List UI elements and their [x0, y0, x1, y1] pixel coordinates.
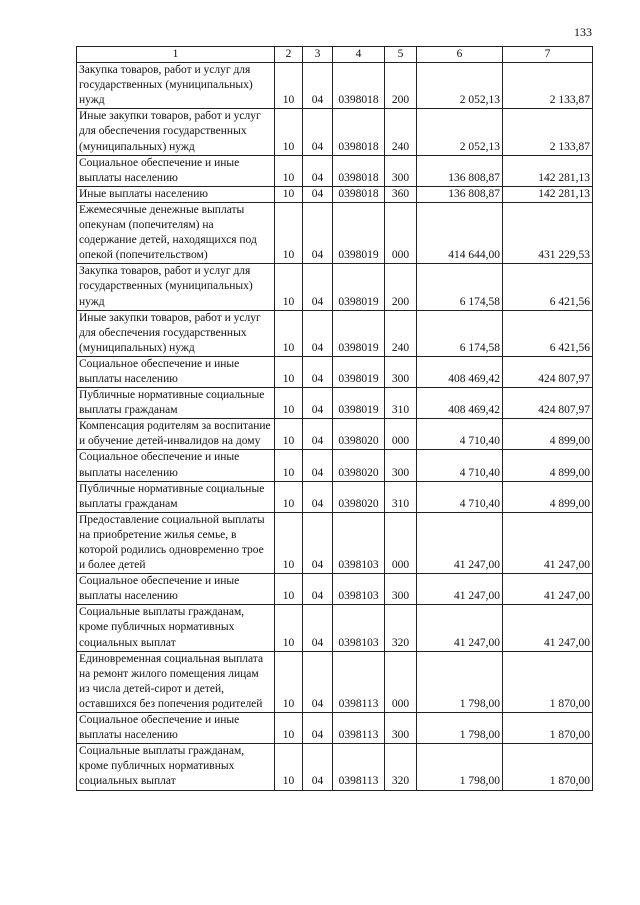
row-code-cell: 0398103 — [333, 574, 385, 605]
row-value-2015-cell: 41 247,00 — [503, 605, 593, 651]
row-value-2015-cell: 1 870,00 — [503, 651, 593, 712]
row-value-2014-cell: 2 052,13 — [417, 63, 503, 109]
row-section-cell: 10 — [275, 388, 303, 419]
column-header: 7 — [503, 47, 593, 63]
row-name-cell: Социальные выплаты гражданам, кроме публичных нормативных социальных выплат — [77, 605, 275, 651]
row-name-cell: Социальное обеспечение и иные выплаты населению — [77, 574, 275, 605]
row-section-cell: 10 — [275, 310, 303, 356]
row-subsection-cell: 04 — [303, 605, 333, 651]
row-value-2015-cell: 142 281,13 — [503, 155, 593, 186]
table-row — [77, 574, 593, 605]
row-type-cell: 240 — [385, 109, 417, 155]
row-subsection-cell: 04 — [303, 109, 333, 155]
table-row — [77, 651, 593, 712]
row-code-cell: 0398020 — [333, 419, 385, 450]
row-type-cell: 300 — [385, 713, 417, 744]
row-name-cell: Социальные выплаты гражданам, кроме публичных нормативных социальных выплат — [77, 744, 275, 790]
row-value-2014-cell: 6 174,58 — [417, 264, 503, 310]
row-name-cell: Иные закупки товаров, работ и услуг для обеспечения государственных (муниципальных) нужд — [77, 310, 275, 356]
row-value-2015-cell: 424 807,97 — [503, 356, 593, 387]
row-value-2015-cell: 6 421,56 — [503, 310, 593, 356]
row-subsection-cell: 04 — [303, 186, 333, 202]
row-section-cell: 10 — [275, 605, 303, 651]
row-section-cell: 10 — [275, 63, 303, 109]
row-value-2015-cell: 424 807,97 — [503, 388, 593, 419]
row-name-cell: Компенсация родителям за воспитание и обучение детей-инвалидов на дому — [77, 419, 275, 450]
row-value-2015-cell: 1 870,00 — [503, 744, 593, 790]
table-row — [77, 744, 593, 790]
row-subsection-cell: 04 — [303, 744, 333, 790]
row-code-cell: 0398019 — [333, 310, 385, 356]
row-type-cell: 000 — [385, 512, 417, 573]
row-code-cell: 0398018 — [333, 155, 385, 186]
row-name-cell: Социальное обеспечение и иные выплаты населению — [77, 713, 275, 744]
row-section-cell: 10 — [275, 481, 303, 512]
row-type-cell: 000 — [385, 202, 417, 263]
row-name-cell: Единовременная социальная выплата на ремонт жилого помещения лицам из числа детей-сирот и детей, оставшихся без попечения родителей — [77, 651, 275, 712]
column-header: 3 — [303, 47, 333, 63]
row-name-cell: Публичные нормативные социальные выплаты гражданам — [77, 388, 275, 419]
row-code-cell: 0398018 — [333, 63, 385, 109]
row-code-cell: 0398019 — [333, 202, 385, 263]
row-value-2014-cell: 2 052,13 — [417, 109, 503, 155]
row-value-2015-cell: 4 899,00 — [503, 481, 593, 512]
row-subsection-cell: 04 — [303, 419, 333, 450]
page-number: 133 — [574, 25, 592, 39]
row-subsection-cell: 04 — [303, 264, 333, 310]
table-row — [77, 202, 593, 263]
row-section-cell: 10 — [275, 574, 303, 605]
row-subsection-cell: 04 — [303, 713, 333, 744]
row-type-cell: 300 — [385, 574, 417, 605]
row-code-cell: 0398020 — [333, 450, 385, 481]
row-value-2014-cell: 1 798,00 — [417, 651, 503, 712]
row-name-cell: Ежемесячные денежные выплаты опекунам (попечителям) на содержание детей, находящихся под опекой (попечительством) — [77, 202, 275, 263]
table-row — [77, 63, 593, 109]
row-section-cell: 10 — [275, 155, 303, 186]
row-type-cell: 300 — [385, 356, 417, 387]
table-body — [77, 47, 593, 791]
column-header: 4 — [333, 47, 385, 63]
row-code-cell: 0398020 — [333, 481, 385, 512]
row-subsection-cell: 04 — [303, 388, 333, 419]
row-subsection-cell: 04 — [303, 512, 333, 573]
table-row — [77, 419, 593, 450]
row-value-2014-cell: 136 808,87 — [417, 155, 503, 186]
row-subsection-cell: 04 — [303, 574, 333, 605]
row-section-cell: 10 — [275, 512, 303, 573]
row-name-cell: Иные выплаты населению — [77, 186, 275, 202]
row-type-cell: 360 — [385, 186, 417, 202]
row-value-2014-cell: 4 710,40 — [417, 450, 503, 481]
row-value-2015-cell: 4 899,00 — [503, 419, 593, 450]
row-name-cell: Иные закупки товаров, работ и услуг для обеспечения государственных (муниципальных) нужд — [77, 109, 275, 155]
row-value-2015-cell: 6 421,56 — [503, 264, 593, 310]
row-value-2015-cell: 4 899,00 — [503, 450, 593, 481]
row-value-2014-cell: 4 710,40 — [417, 481, 503, 512]
table-row — [77, 450, 593, 481]
row-code-cell: 0398019 — [333, 388, 385, 419]
row-code-cell: 0398103 — [333, 605, 385, 651]
budget-table — [76, 46, 593, 791]
row-value-2014-cell: 6 174,58 — [417, 310, 503, 356]
table-row — [77, 481, 593, 512]
row-value-2015-cell: 1 870,00 — [503, 713, 593, 744]
row-code-cell: 0398113 — [333, 744, 385, 790]
row-value-2014-cell: 136 808,87 — [417, 186, 503, 202]
row-section-cell: 10 — [275, 356, 303, 387]
row-name-cell: Социальное обеспечение и иные выплаты населению — [77, 356, 275, 387]
row-value-2014-cell: 41 247,00 — [417, 512, 503, 573]
table-row — [77, 310, 593, 356]
row-section-cell: 10 — [275, 264, 303, 310]
row-type-cell: 000 — [385, 419, 417, 450]
table-row — [77, 264, 593, 310]
row-type-cell: 200 — [385, 63, 417, 109]
column-header: 5 — [385, 47, 417, 63]
row-value-2014-cell: 408 469,42 — [417, 356, 503, 387]
row-code-cell: 0398018 — [333, 109, 385, 155]
table-row — [77, 155, 593, 186]
row-value-2014-cell: 1 798,00 — [417, 744, 503, 790]
row-value-2014-cell: 408 469,42 — [417, 388, 503, 419]
table-header-row — [77, 47, 593, 63]
table-row — [77, 109, 593, 155]
table-row — [77, 713, 593, 744]
row-name-cell: Социальное обеспечение и иные выплаты населению — [77, 450, 275, 481]
column-header: 1 — [77, 47, 275, 63]
row-code-cell: 0398103 — [333, 512, 385, 573]
row-value-2015-cell: 431 229,53 — [503, 202, 593, 263]
row-subsection-cell: 04 — [303, 202, 333, 263]
table-row — [77, 605, 593, 651]
row-subsection-cell: 04 — [303, 63, 333, 109]
row-subsection-cell: 04 — [303, 310, 333, 356]
row-value-2015-cell: 2 133,87 — [503, 109, 593, 155]
row-subsection-cell: 04 — [303, 651, 333, 712]
row-code-cell: 0398018 — [333, 186, 385, 202]
row-section-cell: 10 — [275, 186, 303, 202]
column-header: 2 — [275, 47, 303, 63]
row-type-cell: 320 — [385, 744, 417, 790]
row-type-cell: 000 — [385, 651, 417, 712]
row-type-cell: 300 — [385, 450, 417, 481]
row-value-2014-cell: 414 644,00 — [417, 202, 503, 263]
column-header: 6 — [417, 47, 503, 63]
row-value-2014-cell: 4 710,40 — [417, 419, 503, 450]
row-section-cell: 10 — [275, 713, 303, 744]
row-name-cell: Социальное обеспечение и иные выплаты населению — [77, 155, 275, 186]
row-name-cell: Закупка товаров, работ и услуг для государственных (муниципальных) нужд — [77, 63, 275, 109]
row-value-2014-cell: 41 247,00 — [417, 574, 503, 605]
row-type-cell: 310 — [385, 481, 417, 512]
row-section-cell: 10 — [275, 419, 303, 450]
row-subsection-cell: 04 — [303, 155, 333, 186]
row-type-cell: 240 — [385, 310, 417, 356]
table-row — [77, 356, 593, 387]
row-value-2015-cell: 41 247,00 — [503, 512, 593, 573]
row-value-2015-cell: 2 133,87 — [503, 63, 593, 109]
row-type-cell: 200 — [385, 264, 417, 310]
table-row — [77, 388, 593, 419]
row-code-cell: 0398113 — [333, 713, 385, 744]
row-type-cell: 300 — [385, 155, 417, 186]
row-value-2015-cell: 41 247,00 — [503, 574, 593, 605]
row-value-2014-cell: 41 247,00 — [417, 605, 503, 651]
row-code-cell: 0398019 — [333, 264, 385, 310]
table-row — [77, 512, 593, 573]
row-type-cell: 310 — [385, 388, 417, 419]
row-section-cell: 10 — [275, 202, 303, 263]
row-name-cell: Предоставление социальной выплаты на приобретение жилья семье, в которой родились одновременно трое и более детей — [77, 512, 275, 573]
row-subsection-cell: 04 — [303, 356, 333, 387]
row-subsection-cell: 04 — [303, 481, 333, 512]
row-section-cell: 10 — [275, 744, 303, 790]
table-row — [77, 186, 593, 202]
row-code-cell: 0398019 — [333, 356, 385, 387]
row-code-cell: 0398113 — [333, 651, 385, 712]
row-name-cell: Закупка товаров, работ и услуг для государственных (муниципальных) нужд — [77, 264, 275, 310]
row-subsection-cell: 04 — [303, 450, 333, 481]
row-section-cell: 10 — [275, 109, 303, 155]
row-value-2015-cell: 142 281,13 — [503, 186, 593, 202]
row-value-2014-cell: 1 798,00 — [417, 713, 503, 744]
row-type-cell: 320 — [385, 605, 417, 651]
row-section-cell: 10 — [275, 450, 303, 481]
row-name-cell: Публичные нормативные социальные выплаты гражданам — [77, 481, 275, 512]
row-section-cell: 10 — [275, 651, 303, 712]
